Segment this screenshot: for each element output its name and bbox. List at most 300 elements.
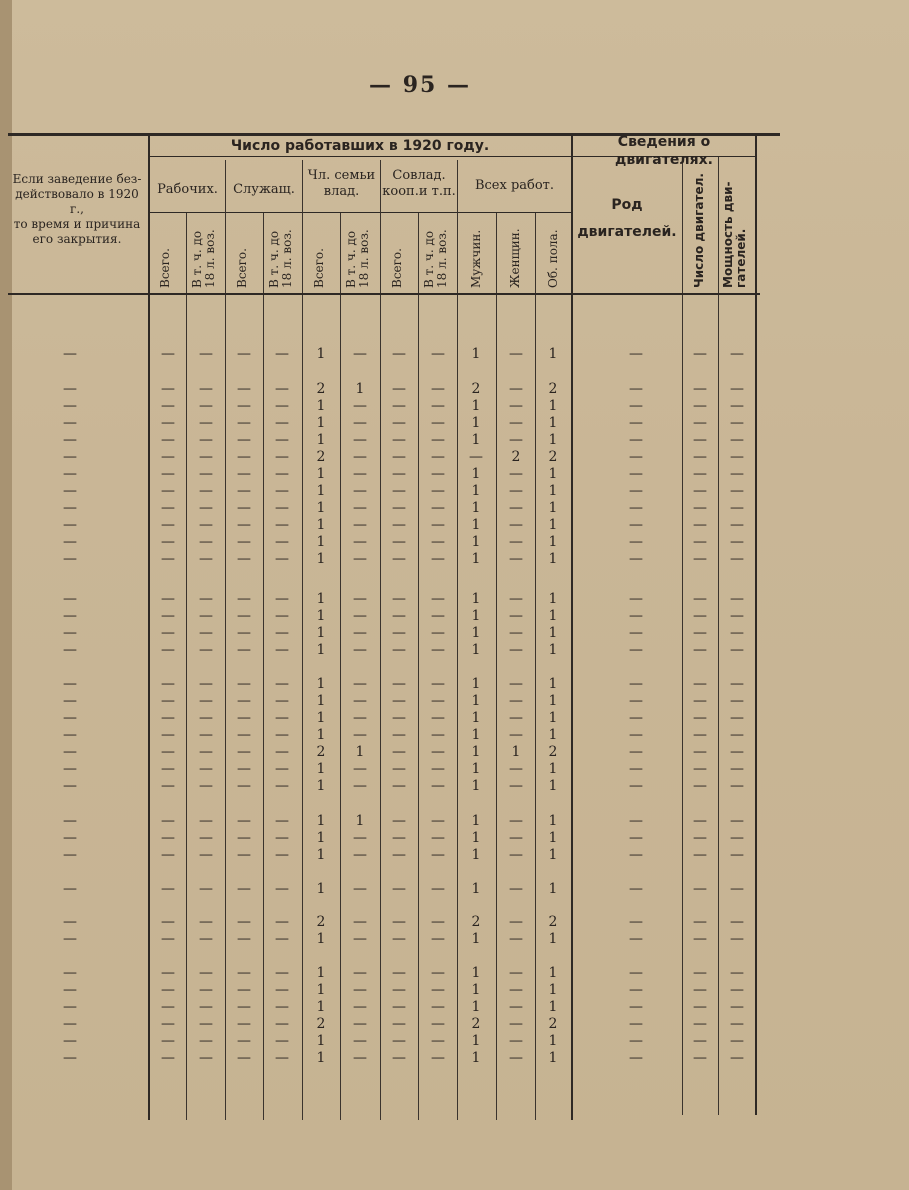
column-line (380, 295, 381, 1120)
table-cell: — (353, 965, 367, 981)
table-cell: — (693, 914, 707, 930)
table-cell: — (431, 415, 445, 431)
table-cell: — (693, 449, 707, 465)
table-cell: — (353, 642, 367, 658)
table-cell: — (693, 676, 707, 692)
table-cell: 1 (316, 625, 326, 641)
table-cell: 1 (471, 965, 481, 981)
table-cell: — (161, 778, 175, 794)
table-cell: — (392, 534, 406, 550)
table-cell: — (693, 1033, 707, 1049)
table-cell: — (237, 1016, 251, 1032)
table-cell: — (63, 500, 77, 516)
table-cell: — (199, 466, 213, 482)
table-cell: — (629, 727, 643, 743)
table-cell: — (63, 744, 77, 760)
column-line (755, 295, 757, 1115)
table-cell: — (237, 346, 251, 362)
table-cell: — (730, 517, 744, 533)
header-divider (718, 157, 719, 293)
table-cell: — (199, 500, 213, 516)
table-cell: 2 (316, 744, 326, 760)
table-cell: 1 (316, 591, 326, 607)
table-cell: 1 (548, 642, 558, 658)
table-cell: — (199, 608, 213, 624)
table-cell: 1 (316, 500, 326, 516)
table-cell: — (509, 881, 523, 897)
table-cell: — (161, 466, 175, 482)
table-cell: — (353, 466, 367, 482)
table-cell: — (237, 1033, 251, 1049)
table-cell: — (509, 847, 523, 863)
table-cell: — (509, 517, 523, 533)
table-cell: — (431, 676, 445, 692)
table-cell: — (353, 881, 367, 897)
table-cell: — (730, 778, 744, 794)
table-cell: — (431, 830, 445, 846)
table-cell: — (509, 483, 523, 499)
table-cell: — (730, 381, 744, 397)
table-cell: 1 (471, 398, 481, 414)
table-cell: — (353, 676, 367, 692)
table-cell: — (431, 761, 445, 777)
table-cell: 1 (511, 744, 521, 760)
table-cell: 1 (316, 608, 326, 624)
table-cell: 2 (548, 449, 558, 465)
table-cell: — (63, 778, 77, 794)
table-cell: — (275, 642, 289, 658)
table-cell: — (730, 744, 744, 760)
table-cell: 1 (355, 381, 365, 397)
table-cell: 1 (548, 881, 558, 897)
table-cell: — (237, 881, 251, 897)
table-cell: 1 (471, 608, 481, 624)
table-cell: — (353, 432, 367, 448)
table-cell: 1 (471, 727, 481, 743)
table-cell: — (730, 415, 744, 431)
table-cell: — (392, 415, 406, 431)
table-cell: — (431, 914, 445, 930)
table-cell: 1 (316, 931, 326, 947)
table-cell: 1 (548, 931, 558, 947)
total-subheader: Всего. (158, 248, 172, 288)
table-cell: — (693, 727, 707, 743)
table-cell: — (161, 830, 175, 846)
table-cell: — (237, 500, 251, 516)
table-cell: — (693, 608, 707, 624)
table-cell: 1 (316, 676, 326, 692)
column-line (682, 295, 683, 1115)
table-cell: — (392, 710, 406, 726)
table-cell: — (63, 591, 77, 607)
table-cell: 1 (471, 517, 481, 533)
table-cell: 1 (316, 727, 326, 743)
table-cell: — (730, 693, 744, 709)
table-cell: 1 (548, 608, 558, 624)
table-cell: — (275, 1033, 289, 1049)
table-cell: 1 (548, 625, 558, 641)
table-cell: — (63, 625, 77, 641)
table-cell: — (509, 381, 523, 397)
table-cell: — (161, 931, 175, 947)
table-cell: 1 (548, 1033, 558, 1049)
table-cell: 1 (548, 710, 558, 726)
table-cell: 1 (316, 517, 326, 533)
table-cell: — (730, 847, 744, 863)
table-cell: 2 (471, 381, 481, 397)
table-cell: — (275, 982, 289, 998)
table-cell: — (275, 381, 289, 397)
table-cell: 1 (316, 415, 326, 431)
family-group-header: Чл. семьи влад. (307, 168, 376, 200)
table-cell: — (392, 449, 406, 465)
table-cell: — (392, 381, 406, 397)
table-cell: — (392, 1050, 406, 1066)
table-cell: — (353, 778, 367, 794)
table-cell: — (509, 432, 523, 448)
table-cell: — (730, 483, 744, 499)
table-cell: — (509, 415, 523, 431)
table-cell: — (693, 551, 707, 567)
column-line (302, 295, 303, 1120)
table-cell: — (199, 982, 213, 998)
table-cell: 1 (471, 1033, 481, 1049)
table-cell: 2 (316, 449, 326, 465)
table-cell: — (275, 398, 289, 414)
table-cell: — (161, 346, 175, 362)
table-cell: — (161, 813, 175, 829)
table-cell: — (63, 761, 77, 777)
table-cell: — (392, 982, 406, 998)
table-cell: — (431, 813, 445, 829)
header-divider (148, 136, 150, 294)
table-cell: — (353, 625, 367, 641)
table-cell: 2 (511, 449, 521, 465)
table-cell: 1 (316, 965, 326, 981)
workers-group-header: Рабочих. (157, 182, 218, 197)
table-cell: 1 (316, 982, 326, 998)
table-cell: — (431, 466, 445, 482)
table-cell: — (237, 449, 251, 465)
table-cell: — (63, 710, 77, 726)
table-cell: — (199, 1033, 213, 1049)
table-cell: 1 (316, 398, 326, 414)
table-cell: — (730, 999, 744, 1015)
header-divider (186, 213, 187, 293)
table-cell: — (629, 398, 643, 414)
table-cell: — (275, 744, 289, 760)
table-cell: 1 (316, 551, 326, 567)
table-cell: — (353, 1050, 367, 1066)
table-cell: — (353, 693, 367, 709)
table-cell: — (693, 813, 707, 829)
header-divider (682, 157, 683, 293)
table-cell: — (353, 847, 367, 863)
table-cell: — (431, 642, 445, 658)
table-cell: — (629, 693, 643, 709)
table-cell: — (275, 914, 289, 930)
table-cell: — (161, 625, 175, 641)
table-cell: — (199, 847, 213, 863)
column-line (148, 295, 150, 1120)
table-cell: — (237, 551, 251, 567)
table-cell: — (63, 847, 77, 863)
table-cell: — (353, 710, 367, 726)
table-cell: — (693, 466, 707, 482)
table-cell: — (693, 1050, 707, 1066)
table-cell: — (629, 381, 643, 397)
table-cell: — (63, 830, 77, 846)
table-cell: — (275, 881, 289, 897)
engine-kind-header: Род двигателей. (577, 197, 677, 240)
table-cell: — (353, 1016, 367, 1032)
table-cell: — (353, 761, 367, 777)
table-cell: — (629, 999, 643, 1015)
table-cell: — (199, 830, 213, 846)
table-cell: — (693, 398, 707, 414)
table-cell: — (693, 881, 707, 897)
table-cell: 1 (471, 432, 481, 448)
table-cell: — (392, 483, 406, 499)
table-cell: — (199, 931, 213, 947)
column-line (186, 295, 187, 1120)
table-cell: — (431, 483, 445, 499)
table-cell: — (275, 847, 289, 863)
table-cell: — (237, 710, 251, 726)
table-cell: — (161, 551, 175, 567)
table-cell: 2 (316, 1016, 326, 1032)
table-cell: — (730, 965, 744, 981)
subgroup-rule (150, 212, 572, 213)
table-cell: — (431, 432, 445, 448)
table-cell: — (392, 999, 406, 1015)
table-cell: — (431, 1016, 445, 1032)
table-cell: 1 (316, 847, 326, 863)
table-cell: 2 (548, 914, 558, 930)
table-cell: 1 (316, 693, 326, 709)
table-cell: — (730, 982, 744, 998)
table-cell: 1 (471, 346, 481, 362)
table-cell: — (693, 346, 707, 362)
table-cell: 1 (316, 881, 326, 897)
table-cell: 1 (471, 847, 481, 863)
table-cell: — (392, 432, 406, 448)
table-cell: — (63, 881, 77, 897)
table-cell: — (199, 813, 213, 829)
engine-power-header: Мощность дви- гателей. (721, 181, 748, 288)
table-cell: — (629, 881, 643, 897)
table-cell: — (161, 914, 175, 930)
table-cell: 2 (316, 914, 326, 930)
table-cell: — (730, 914, 744, 930)
table-cell: — (199, 415, 213, 431)
table-cell: — (275, 551, 289, 567)
table-cell: — (237, 517, 251, 533)
table-cell: — (275, 625, 289, 641)
table-cell: — (431, 551, 445, 567)
table-cell: — (469, 449, 483, 465)
table-cell: 1 (471, 881, 481, 897)
table-cell: 1 (316, 642, 326, 658)
table-cell: — (730, 642, 744, 658)
table-cell: — (431, 346, 445, 362)
table-cell: — (237, 830, 251, 846)
table-cell: — (353, 830, 367, 846)
table-cell: — (199, 914, 213, 930)
table-cell: — (353, 483, 367, 499)
table-cell: 1 (316, 432, 326, 448)
header-divider (755, 136, 757, 294)
women-subheader: Женщин. (508, 228, 522, 288)
minors-subheader: В т. ч. до 18 л. воз. (344, 229, 371, 288)
table-cell: 1 (548, 500, 558, 516)
table-cell: — (509, 551, 523, 567)
table-cell: — (63, 381, 77, 397)
table-cell: — (431, 965, 445, 981)
table-cell: — (353, 415, 367, 431)
table-cell: — (63, 999, 77, 1015)
table-cell: — (629, 625, 643, 641)
table-cell: — (431, 847, 445, 863)
table-cell: — (275, 500, 289, 516)
table-cell: 1 (548, 693, 558, 709)
table-cell: 2 (548, 381, 558, 397)
header-bottom-rule (8, 293, 760, 295)
table-cell: — (237, 999, 251, 1015)
table-cell: — (629, 1033, 643, 1049)
table-cell: 2 (548, 1016, 558, 1032)
table-cell: — (237, 761, 251, 777)
table-cell: — (693, 999, 707, 1015)
table-cell: — (629, 761, 643, 777)
table-cell: — (199, 346, 213, 362)
table-cell: — (629, 466, 643, 482)
table-cell: — (509, 761, 523, 777)
table-cell: 1 (471, 761, 481, 777)
table-cell: — (693, 500, 707, 516)
table-cell: — (63, 676, 77, 692)
table-cell: — (392, 346, 406, 362)
table-cell: 2 (316, 381, 326, 397)
table-cell: 2 (471, 1016, 481, 1032)
engines-header: Сведения о двигателях. (615, 134, 713, 168)
table-cell: — (431, 625, 445, 641)
table-cell: — (237, 483, 251, 499)
table-cell: 1 (548, 727, 558, 743)
table-cell: — (730, 710, 744, 726)
table-cell: — (237, 591, 251, 607)
table-cell: — (509, 778, 523, 794)
table-cell: — (730, 1033, 744, 1049)
table-cell: — (237, 432, 251, 448)
table-cell: 1 (471, 534, 481, 550)
table-cell: — (629, 415, 643, 431)
table-cell: 1 (316, 466, 326, 482)
table-cell: — (353, 931, 367, 947)
table-cell: — (730, 727, 744, 743)
table-cell: 1 (548, 534, 558, 550)
table-cell: — (431, 727, 445, 743)
table-cell: — (161, 483, 175, 499)
table-cell: 1 (471, 710, 481, 726)
total-subheader: Всего. (235, 248, 249, 288)
table-cell: — (63, 483, 77, 499)
table-cell: — (431, 591, 445, 607)
table-cell: — (431, 693, 445, 709)
column-line (263, 295, 264, 1120)
table-cell: — (629, 432, 643, 448)
table-cell: — (275, 813, 289, 829)
table-cell: — (730, 830, 744, 846)
table-cell: — (392, 398, 406, 414)
table-cell: — (730, 534, 744, 550)
table-cell: — (63, 398, 77, 414)
column-line (535, 295, 536, 1120)
table-cell: — (275, 693, 289, 709)
table-cell: — (237, 676, 251, 692)
table-cell: — (199, 744, 213, 760)
table-cell: — (509, 813, 523, 829)
table-cell: — (431, 449, 445, 465)
table-cell: — (509, 346, 523, 362)
table-cell: — (353, 591, 367, 607)
table-cell: — (353, 914, 367, 930)
table-cell: — (392, 625, 406, 641)
table-cell: — (275, 778, 289, 794)
table-cell: — (730, 466, 744, 482)
table-cell: — (431, 778, 445, 794)
column-line (457, 295, 458, 1120)
table-cell: — (353, 608, 367, 624)
column-line (718, 295, 719, 1115)
table-cell: — (693, 591, 707, 607)
table-cell: — (730, 881, 744, 897)
table-cell: — (629, 346, 643, 362)
table-cell: — (237, 914, 251, 930)
table-cell: — (693, 830, 707, 846)
table-cell: — (275, 591, 289, 607)
table-cell: — (237, 778, 251, 794)
table-cell: 1 (316, 999, 326, 1015)
table-cell: 1 (471, 693, 481, 709)
table-cell: — (63, 727, 77, 743)
table-cell: — (509, 676, 523, 692)
table-cell: — (730, 346, 744, 362)
table-cell: — (161, 1016, 175, 1032)
header-divider (263, 213, 264, 293)
table-cell: 2 (471, 914, 481, 930)
table-cell: — (431, 881, 445, 897)
table-cell: — (693, 517, 707, 533)
table-cell: — (199, 710, 213, 726)
table-cell: — (199, 761, 213, 777)
table-cell: 1 (316, 346, 326, 362)
table-cell: — (509, 608, 523, 624)
table-cell: — (629, 813, 643, 829)
table-cell: — (629, 830, 643, 846)
table-cell: — (392, 466, 406, 482)
table-cell: — (431, 999, 445, 1015)
table-cell: 1 (316, 710, 326, 726)
table-cell: — (353, 551, 367, 567)
column-line (571, 295, 573, 1120)
table-cell: — (161, 398, 175, 414)
table-cell: 1 (355, 744, 365, 760)
table-cell: — (161, 710, 175, 726)
table-cell: — (63, 517, 77, 533)
table-cell: — (199, 551, 213, 567)
table-cell: — (161, 744, 175, 760)
